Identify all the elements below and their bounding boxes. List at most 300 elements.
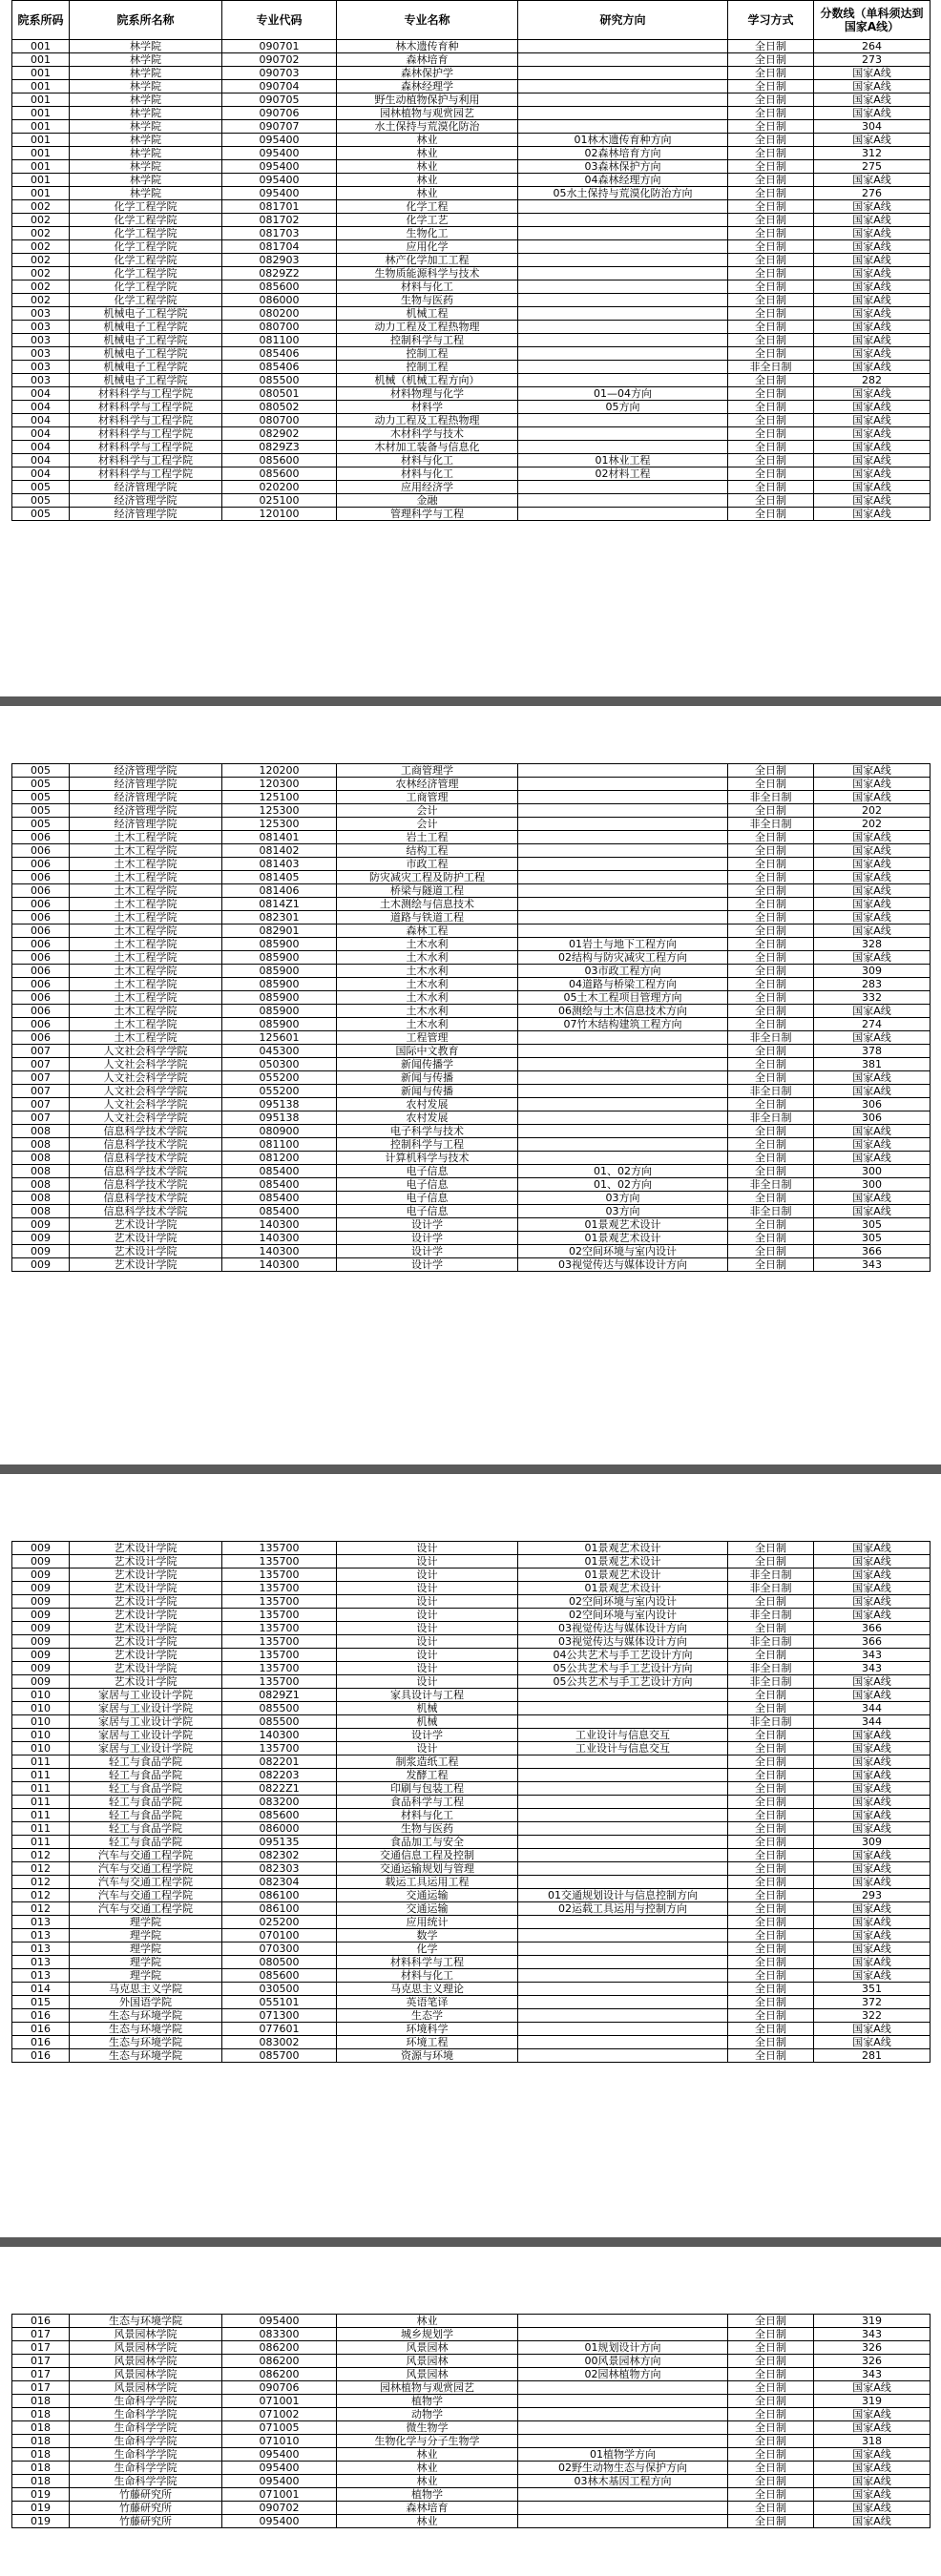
score-line-cell: 国家A线	[814, 1205, 931, 1218]
table-row	[12, 1742, 931, 1755]
dept-code-cell: 019	[12, 2515, 70, 2528]
direction-cell: 01林木遗传育种方向	[518, 134, 728, 147]
direction-cell	[518, 2023, 728, 2036]
direction-cell: 06测绘与土木信息技术方向	[518, 1005, 728, 1018]
direction-cell: 00风景园林方向	[518, 2355, 728, 2368]
direction-cell	[518, 1689, 728, 1702]
direction-cell: 01景观艺术设计	[518, 1582, 728, 1595]
score-line-cell: 国家A线	[814, 2462, 931, 2475]
direction-cell: 01交通规划设计与信息控制方向	[518, 1889, 728, 1902]
direction-cell	[518, 2515, 728, 2528]
score-line-cell: 国家A线	[814, 1609, 931, 1622]
dept-name-cell: 人文社会科学学院	[70, 1058, 222, 1071]
score-line-cell: 国家A线	[814, 427, 931, 441]
dept-name-cell: 生命科学学院	[70, 2462, 222, 2475]
score-line-cell: 国家A线	[814, 481, 931, 494]
major-name-cell: 马克思主义理论	[337, 1983, 518, 1996]
score-line-cell: 国家A线	[814, 80, 931, 93]
major-name-cell: 英语笔译	[337, 1996, 518, 2009]
dept-code-cell: 001	[12, 53, 70, 67]
major-name-cell: 桥梁与隧道工程	[337, 884, 518, 898]
table-page-4	[11, 2314, 930, 2528]
dept-name-cell: 生态与环境学院	[70, 2315, 222, 2328]
study-mode-cell: 全日制	[728, 2475, 814, 2488]
direction-cell	[518, 294, 728, 307]
major-code-cell: 135700	[222, 1742, 337, 1755]
dept-name-cell: 土木工程学院	[70, 911, 222, 924]
major-code-cell: 085900	[222, 1018, 337, 1031]
table-row	[12, 80, 931, 93]
dept-name-cell: 土木工程学院	[70, 898, 222, 911]
major-code-cell: 095400	[222, 2448, 337, 2462]
major-name-cell: 资源与环境	[337, 2049, 518, 2063]
dept-code-cell: 004	[12, 441, 70, 454]
dept-name-cell: 经济管理学院	[70, 764, 222, 778]
direction-cell	[518, 481, 728, 494]
dept-name-cell: 林学院	[70, 107, 222, 120]
dept-code-cell: 001	[12, 80, 70, 93]
study-mode-cell: 全日制	[728, 1836, 814, 1849]
dept-code-cell: 005	[12, 791, 70, 804]
score-line-cell: 国家A线	[814, 1782, 931, 1796]
table-row	[12, 1876, 931, 1889]
study-mode-cell: 全日制	[728, 467, 814, 481]
major-code-cell: 055200	[222, 1071, 337, 1085]
table-row	[12, 2315, 931, 2328]
dept-name-cell: 经济管理学院	[70, 778, 222, 791]
dept-name-cell: 艺术设计学院	[70, 1595, 222, 1609]
major-code-cell: 082303	[222, 1862, 337, 1876]
dept-name-cell: 化学工程学院	[70, 254, 222, 267]
score-line-cell: 国家A线	[814, 791, 931, 804]
major-code-cell: 135700	[222, 1542, 337, 1555]
score-line-cell: 国家A线	[814, 240, 931, 254]
dept-code-cell: 007	[12, 1071, 70, 1085]
major-name-cell: 水土保持与荒漠化防治	[337, 120, 518, 134]
direction-cell: 05方向	[518, 401, 728, 414]
study-mode-cell: 全日制	[728, 1849, 814, 1862]
major-name-cell: 新闻与传播	[337, 1085, 518, 1098]
table-row	[12, 1609, 931, 1622]
direction-cell	[518, 1085, 728, 1098]
dept-name-cell: 土木工程学院	[70, 965, 222, 978]
major-code-cell: 135700	[222, 1595, 337, 1609]
direction-cell: 03视觉传达与媒体设计方向	[518, 1258, 728, 1272]
major-name-cell: 林业	[337, 134, 518, 147]
major-name-cell: 机械工程	[337, 307, 518, 321]
major-name-cell: 会计	[337, 818, 518, 831]
direction-cell	[518, 227, 728, 240]
dept-name-cell: 信息科学技术学院	[70, 1125, 222, 1138]
major-name-cell: 城乡规划学	[337, 2328, 518, 2341]
major-name-cell: 设计学	[337, 1258, 518, 1272]
major-code-cell: 077601	[222, 2023, 337, 2036]
study-mode-cell: 全日制	[728, 2315, 814, 2328]
table-row	[12, 1822, 931, 1836]
study-mode-cell: 全日制	[728, 2421, 814, 2435]
dept-name-cell: 艺术设计学院	[70, 1609, 222, 1622]
table-row	[12, 1622, 931, 1635]
major-code-cell: 081401	[222, 831, 337, 844]
dept-name-cell: 轻工与食品学院	[70, 1769, 222, 1782]
major-name-cell: 电子科学与技术	[337, 1125, 518, 1138]
score-line-cell: 国家A线	[814, 1929, 931, 1942]
table-row	[12, 1582, 931, 1595]
score-line-cell: 322	[814, 2009, 931, 2023]
dept-name-cell: 林学院	[70, 160, 222, 174]
dept-name-cell: 生命科学学院	[70, 2421, 222, 2435]
table-row	[12, 347, 931, 361]
direction-cell: 01景观艺术设计	[518, 1218, 728, 1232]
major-name-cell: 设计学	[337, 1729, 518, 1742]
major-code-cell: 125601	[222, 1031, 337, 1045]
score-line-cell: 国家A线	[814, 2408, 931, 2421]
dept-code-cell: 006	[12, 831, 70, 844]
direction-cell: 02森林培育方向	[518, 147, 728, 160]
study-mode-cell: 全日制	[728, 831, 814, 844]
major-code-cell: 120100	[222, 508, 337, 521]
dept-code-cell: 001	[12, 120, 70, 134]
dept-name-cell: 化学工程学院	[70, 294, 222, 307]
major-code-cell: 071005	[222, 2421, 337, 2435]
major-name-cell: 土木水利	[337, 991, 518, 1005]
direction-cell	[518, 1836, 728, 1849]
dept-code-cell: 017	[12, 2341, 70, 2355]
header-score-line: 分数线（单科须达到国家A线）	[814, 1, 931, 40]
score-line-cell: 343	[814, 2328, 931, 2341]
study-mode-cell: 全日制	[728, 2408, 814, 2421]
study-mode-cell: 全日制	[728, 120, 814, 134]
table-row	[12, 494, 931, 508]
table-row	[12, 374, 931, 387]
major-name-cell: 土木水利	[337, 951, 518, 965]
dept-code-cell: 006	[12, 911, 70, 924]
direction-cell	[518, 2009, 728, 2023]
score-line-cell: 283	[814, 978, 931, 991]
dept-code-cell: 006	[12, 978, 70, 991]
major-name-cell: 土木水利	[337, 1018, 518, 1031]
major-name-cell: 土木测绘与信息技术	[337, 898, 518, 911]
direction-cell	[518, 2421, 728, 2435]
major-code-cell: 083002	[222, 2036, 337, 2049]
dept-name-cell: 艺术设计学院	[70, 1232, 222, 1245]
dept-code-cell: 006	[12, 951, 70, 965]
major-name-cell: 林业	[337, 147, 518, 160]
study-mode-cell: 全日制	[728, 1098, 814, 1111]
dept-code-cell: 008	[12, 1165, 70, 1178]
dept-code-cell: 002	[12, 240, 70, 254]
major-code-cell: 081403	[222, 858, 337, 871]
score-line-cell: 国家A线	[814, 214, 931, 227]
header-dept-name: 院系所名称	[70, 1, 222, 40]
direction-cell	[518, 441, 728, 454]
score-line-cell: 国家A线	[814, 454, 931, 467]
score-line-cell: 343	[814, 1662, 931, 1675]
dept-name-cell: 汽车与交通工程学院	[70, 1862, 222, 1876]
dept-code-cell: 008	[12, 1152, 70, 1165]
table-row	[12, 2502, 931, 2515]
score-line-cell: 国家A线	[814, 831, 931, 844]
direction-cell: 01景观艺术设计	[518, 1232, 728, 1245]
dept-code-cell: 016	[12, 2036, 70, 2049]
study-mode-cell: 全日制	[728, 427, 814, 441]
score-line-cell: 国家A线	[814, 1689, 931, 1702]
study-mode-cell: 全日制	[728, 1192, 814, 1205]
major-code-cell: 140300	[222, 1232, 337, 1245]
study-mode-cell: 全日制	[728, 508, 814, 521]
major-code-cell: 085406	[222, 347, 337, 361]
major-name-cell: 市政工程	[337, 858, 518, 871]
dept-code-cell: 006	[12, 965, 70, 978]
major-name-cell: 设计	[337, 1635, 518, 1649]
score-line-cell: 国家A线	[814, 1849, 931, 1862]
major-name-cell: 设计	[337, 1542, 518, 1555]
major-code-cell: 085600	[222, 1809, 337, 1822]
major-name-cell: 设计	[337, 1675, 518, 1689]
direction-cell	[518, 2036, 728, 2049]
major-code-cell: 085900	[222, 1005, 337, 1018]
table-row	[12, 1568, 931, 1582]
dept-name-cell: 风景园林学院	[70, 2341, 222, 2355]
study-mode-cell: 全日制	[728, 924, 814, 938]
major-code-cell: 0814Z1	[222, 898, 337, 911]
table-row	[12, 1542, 931, 1555]
table-row	[12, 1018, 931, 1031]
major-name-cell: 道路与铁道工程	[337, 911, 518, 924]
study-mode-cell: 全日制	[728, 1809, 814, 1822]
major-code-cell: 090701	[222, 40, 337, 53]
direction-cell	[518, 2049, 728, 2063]
study-mode-cell: 全日制	[728, 965, 814, 978]
table-row	[12, 334, 931, 347]
study-mode-cell: 全日制	[728, 951, 814, 965]
dept-code-cell: 001	[12, 93, 70, 107]
direction-cell: 03视觉传达与媒体设计方向	[518, 1622, 728, 1635]
direction-cell: 01景观艺术设计	[518, 1542, 728, 1555]
major-code-cell: 082301	[222, 911, 337, 924]
dept-code-cell: 005	[12, 764, 70, 778]
major-name-cell: 数学	[337, 1929, 518, 1942]
table-row	[12, 1729, 931, 1742]
dept-name-cell: 材料科学与工程学院	[70, 401, 222, 414]
major-name-cell: 森林培育	[337, 53, 518, 67]
dept-code-cell: 013	[12, 1942, 70, 1956]
dept-code-cell: 010	[12, 1742, 70, 1755]
table-row	[12, 898, 931, 911]
study-mode-cell: 非全日制	[728, 1205, 814, 1218]
study-mode-cell: 全日制	[728, 214, 814, 227]
major-name-cell: 食品科学与工程	[337, 1796, 518, 1809]
major-name-cell: 动物学	[337, 2408, 518, 2421]
study-mode-cell: 全日制	[728, 1045, 814, 1058]
table-row	[12, 938, 931, 951]
dept-code-cell: 006	[12, 858, 70, 871]
dept-name-cell: 生命科学学院	[70, 2395, 222, 2408]
score-line-cell: 国家A线	[814, 467, 931, 481]
direction-cell	[518, 791, 728, 804]
study-mode-cell: 全日制	[728, 884, 814, 898]
table-row	[12, 1769, 931, 1782]
dept-name-cell: 人文社会科学学院	[70, 1085, 222, 1098]
major-code-cell: 081100	[222, 334, 337, 347]
major-code-cell: 125300	[222, 818, 337, 831]
direction-cell: 01景观艺术设计	[518, 1555, 728, 1568]
dept-code-cell: 004	[12, 401, 70, 414]
major-code-cell: 030500	[222, 1983, 337, 1996]
table-row	[12, 120, 931, 134]
study-mode-cell: 全日制	[728, 200, 814, 214]
study-mode-cell: 全日制	[728, 1542, 814, 1555]
major-code-cell: 081703	[222, 227, 337, 240]
score-line-cell: 国家A线	[814, 911, 931, 924]
dept-code-cell: 002	[12, 200, 70, 214]
score-line-cell: 309	[814, 1836, 931, 1849]
direction-cell	[518, 427, 728, 441]
study-mode-cell: 全日制	[728, 321, 814, 334]
dept-code-cell: 002	[12, 254, 70, 267]
dept-name-cell: 艺术设计学院	[70, 1635, 222, 1649]
direction-cell	[518, 1098, 728, 1111]
score-line-cell: 305	[814, 1218, 931, 1232]
direction-cell	[518, 884, 728, 898]
score-line-cell: 国家A线	[814, 1568, 931, 1582]
dept-code-cell: 004	[12, 427, 70, 441]
direction-cell	[518, 818, 728, 831]
dept-name-cell: 机械电子工程学院	[70, 334, 222, 347]
major-name-cell: 新闻传播学	[337, 1058, 518, 1071]
dept-code-cell: 010	[12, 1715, 70, 1729]
admission-score-table-4	[11, 2314, 931, 2528]
major-name-cell: 电子信息	[337, 1178, 518, 1192]
study-mode-cell: 全日制	[728, 1929, 814, 1942]
dept-name-cell: 艺术设计学院	[70, 1568, 222, 1582]
dept-code-cell: 012	[12, 1889, 70, 1902]
study-mode-cell: 全日制	[728, 1622, 814, 1635]
major-name-cell: 发酵工程	[337, 1769, 518, 1782]
table-body	[12, 764, 931, 1272]
direction-cell: 01、02方向	[518, 1165, 728, 1178]
study-mode-cell: 全日制	[728, 1916, 814, 1929]
score-line-cell: 273	[814, 53, 931, 67]
dept-code-cell: 012	[12, 1902, 70, 1916]
major-code-cell: 085600	[222, 1969, 337, 1983]
table-row	[12, 1111, 931, 1125]
direction-cell	[518, 924, 728, 938]
study-mode-cell: 全日制	[728, 2515, 814, 2528]
major-name-cell: 新闻与传播	[337, 1071, 518, 1085]
dept-name-cell: 材料科学与工程学院	[70, 387, 222, 401]
table-row	[12, 467, 931, 481]
dept-code-cell: 008	[12, 1205, 70, 1218]
table-row	[12, 1969, 931, 1983]
dept-code-cell: 019	[12, 2502, 70, 2515]
score-line-cell: 305	[814, 1232, 931, 1245]
table-row	[12, 2488, 931, 2502]
study-mode-cell: 非全日制	[728, 1662, 814, 1675]
study-mode-cell: 全日制	[728, 93, 814, 107]
study-mode-cell: 非全日制	[728, 1609, 814, 1622]
direction-cell	[518, 1045, 728, 1058]
score-line-cell: 343	[814, 1258, 931, 1272]
table-row	[12, 441, 931, 454]
score-line-cell: 国家A线	[814, 1729, 931, 1742]
direction-cell: 01岩土与地下工程方向	[518, 938, 728, 951]
direction-cell	[518, 2381, 728, 2395]
direction-cell: 03市政工程方向	[518, 965, 728, 978]
dept-code-cell: 007	[12, 1058, 70, 1071]
major-name-cell: 设计	[337, 1609, 518, 1622]
dept-code-cell: 012	[12, 1849, 70, 1862]
study-mode-cell: 全日制	[728, 1769, 814, 1782]
table-row	[12, 1849, 931, 1862]
major-name-cell: 风景园林	[337, 2368, 518, 2381]
table-row	[12, 1715, 931, 1729]
table-row	[12, 978, 931, 991]
direction-cell	[518, 1111, 728, 1125]
direction-cell: 03林木基因工程方向	[518, 2475, 728, 2488]
table-row	[12, 924, 931, 938]
score-line-cell: 国家A线	[814, 844, 931, 858]
table-row	[12, 1902, 931, 1916]
major-code-cell: 135700	[222, 1568, 337, 1582]
direction-cell	[518, 1702, 728, 1715]
dept-code-cell: 009	[12, 1595, 70, 1609]
major-code-cell: 080501	[222, 387, 337, 401]
direction-cell: 01林业工程	[518, 454, 728, 467]
major-code-cell: 085500	[222, 1702, 337, 1715]
dept-code-cell: 018	[12, 2435, 70, 2448]
direction-cell	[518, 267, 728, 280]
dept-name-cell: 艺术设计学院	[70, 1649, 222, 1662]
table-row	[12, 858, 931, 871]
direction-cell	[518, 1809, 728, 1822]
study-mode-cell: 全日制	[728, 454, 814, 467]
study-mode-cell: 全日制	[728, 107, 814, 120]
dept-name-cell: 信息科学技术学院	[70, 1152, 222, 1165]
major-code-cell: 140300	[222, 1218, 337, 1232]
dept-code-cell: 012	[12, 1876, 70, 1889]
study-mode-cell: 全日制	[728, 1125, 814, 1138]
direction-cell	[518, 1755, 728, 1769]
study-mode-cell: 全日制	[728, 1232, 814, 1245]
score-line-cell: 276	[814, 187, 931, 200]
study-mode-cell: 非全日制	[728, 1635, 814, 1649]
score-line-cell: 国家A线	[814, 1192, 931, 1205]
direction-cell	[518, 1031, 728, 1045]
study-mode-cell: 全日制	[728, 2036, 814, 2049]
dept-code-cell: 009	[12, 1555, 70, 1568]
direction-cell: 02运载工具运用与控制方向	[518, 1902, 728, 1916]
major-name-cell: 林业	[337, 2315, 518, 2328]
table-row	[12, 1649, 931, 1662]
major-name-cell: 印刷与包装工程	[337, 1782, 518, 1796]
study-mode-cell: 非全日制	[728, 1085, 814, 1098]
major-name-cell: 应用化学	[337, 240, 518, 254]
dept-name-cell: 信息科学技术学院	[70, 1205, 222, 1218]
study-mode-cell: 全日制	[728, 764, 814, 778]
study-mode-cell: 全日制	[728, 978, 814, 991]
direction-cell	[518, 1769, 728, 1782]
major-name-cell: 动力工程及工程热物理	[337, 321, 518, 334]
score-line-cell: 319	[814, 2395, 931, 2408]
score-line-cell: 366	[814, 1635, 931, 1649]
score-line-cell: 202	[814, 818, 931, 831]
score-line-cell: 国家A线	[814, 267, 931, 280]
dept-name-cell: 理学院	[70, 1956, 222, 1969]
table-page-3	[11, 1541, 930, 2063]
score-line-cell: 国家A线	[814, 401, 931, 414]
major-code-cell: 081701	[222, 200, 337, 214]
